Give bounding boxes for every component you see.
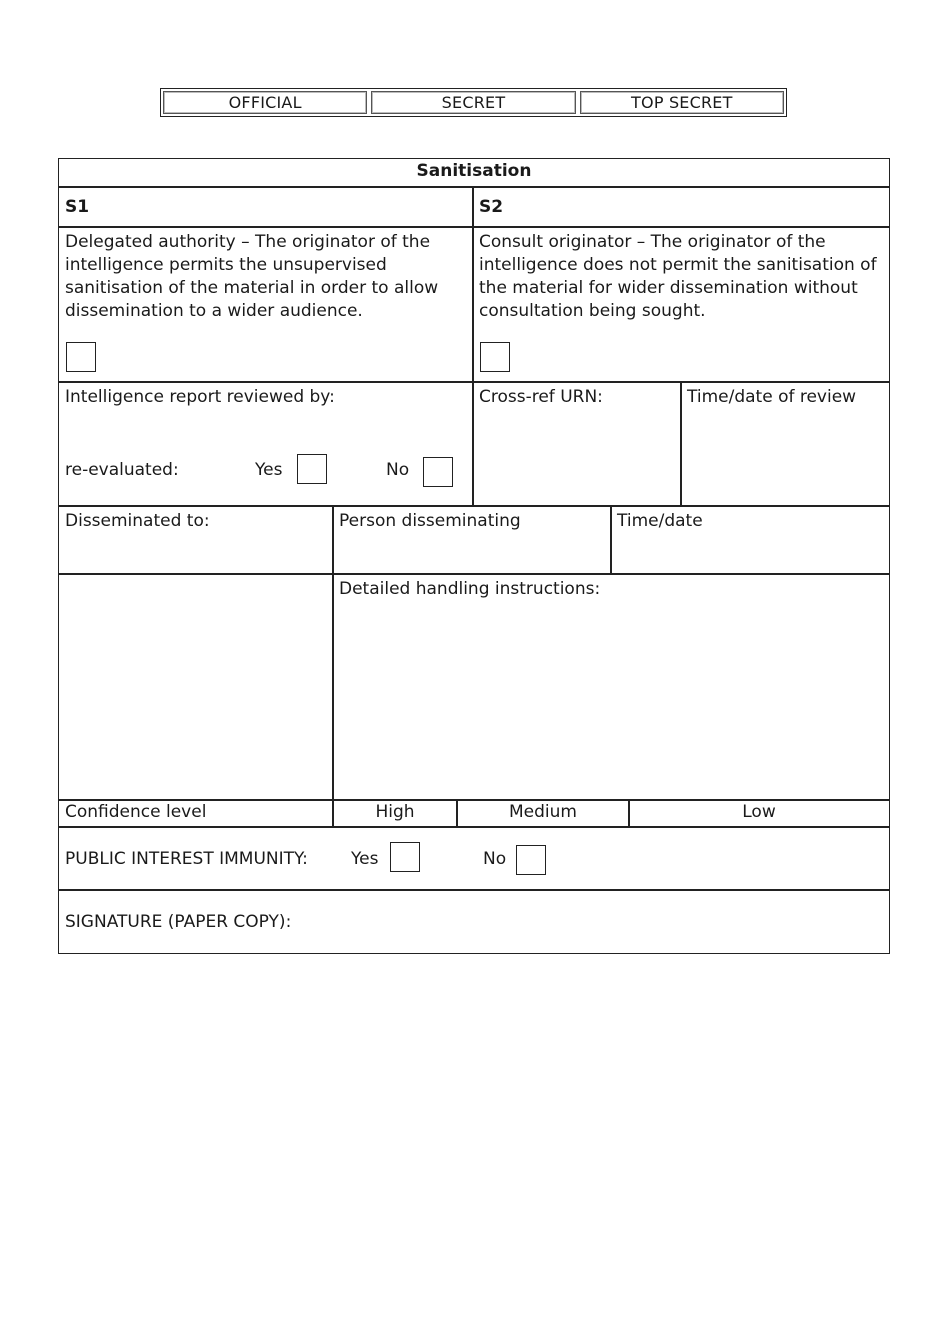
confidence-medium-option[interactable]: Medium <box>456 799 630 828</box>
pii-yes-checkbox[interactable] <box>390 842 420 872</box>
pii-section <box>58 826 890 891</box>
cross-ref-urn-label: Cross-ref URN: <box>479 387 603 407</box>
dissemination-time-date-field[interactable] <box>610 505 890 575</box>
time-date-review-label: Time/date of review <box>687 387 857 407</box>
s1-description: Delegated authority – The originator of the intelligence permits the unsupervised sanitisation of the material in order to allow dissemination to a wider audience. <box>65 232 439 321</box>
sanitisation-form <box>58 158 890 954</box>
confidence-high-option[interactable]: High <box>332 799 458 828</box>
handling-instructions-label: Detailed handling instructions: <box>339 579 601 599</box>
sanitisation-title: Sanitisation <box>58 158 890 188</box>
reevaluated-no-checkbox[interactable] <box>423 457 453 487</box>
classification-top-secret[interactable]: TOP SECRET <box>580 91 784 114</box>
s1-checkbox[interactable] <box>66 342 96 372</box>
person-disseminating-field[interactable] <box>332 505 612 575</box>
classification-official[interactable]: OFFICIAL <box>163 91 367 114</box>
time-date-review-field[interactable] <box>680 381 890 507</box>
handling-instructions-field[interactable] <box>332 573 890 801</box>
classification-secret[interactable]: SECRET <box>371 91 575 114</box>
s1-section <box>58 226 474 383</box>
reevaluated-label: re-evaluated: <box>65 460 179 480</box>
reevaluated-no-label: No <box>386 460 410 480</box>
review-section <box>58 381 474 507</box>
confidence-low-option[interactable]: Low <box>628 799 890 828</box>
pii-no-label: No <box>483 849 507 869</box>
disseminated-to-field[interactable] <box>58 505 334 575</box>
dissemination-time-date-label: Time/date <box>617 511 703 531</box>
cross-ref-urn-field[interactable] <box>472 381 682 507</box>
s2-checkbox[interactable] <box>480 342 510 372</box>
reviewed-by-label: Intelligence report reviewed by: <box>65 387 335 407</box>
confidence-level-label: Confidence level <box>58 799 334 828</box>
person-disseminating-label: Person disseminating <box>339 511 521 531</box>
classification-strip <box>160 88 787 117</box>
pii-no-checkbox[interactable] <box>516 845 546 875</box>
s2-description: Consult originator – The originator of the intelligence does not permit the sanitisation of the material for wider dissemination without consultation being sought. <box>479 232 877 321</box>
pii-label: PUBLIC INTEREST IMMUNITY: <box>65 849 308 869</box>
handling-left-blank <box>58 573 334 801</box>
signature-field[interactable] <box>58 889 890 954</box>
disseminated-to-label: Disseminated to: <box>65 511 210 531</box>
signature-label: SIGNATURE (PAPER COPY): <box>65 912 292 932</box>
reevaluated-yes-label: Yes <box>255 460 283 480</box>
s1-heading: S1 <box>58 186 474 228</box>
s2-heading: S2 <box>472 186 890 228</box>
s2-section <box>472 226 890 383</box>
pii-yes-label: Yes <box>351 849 379 869</box>
reevaluated-yes-checkbox[interactable] <box>297 454 327 484</box>
